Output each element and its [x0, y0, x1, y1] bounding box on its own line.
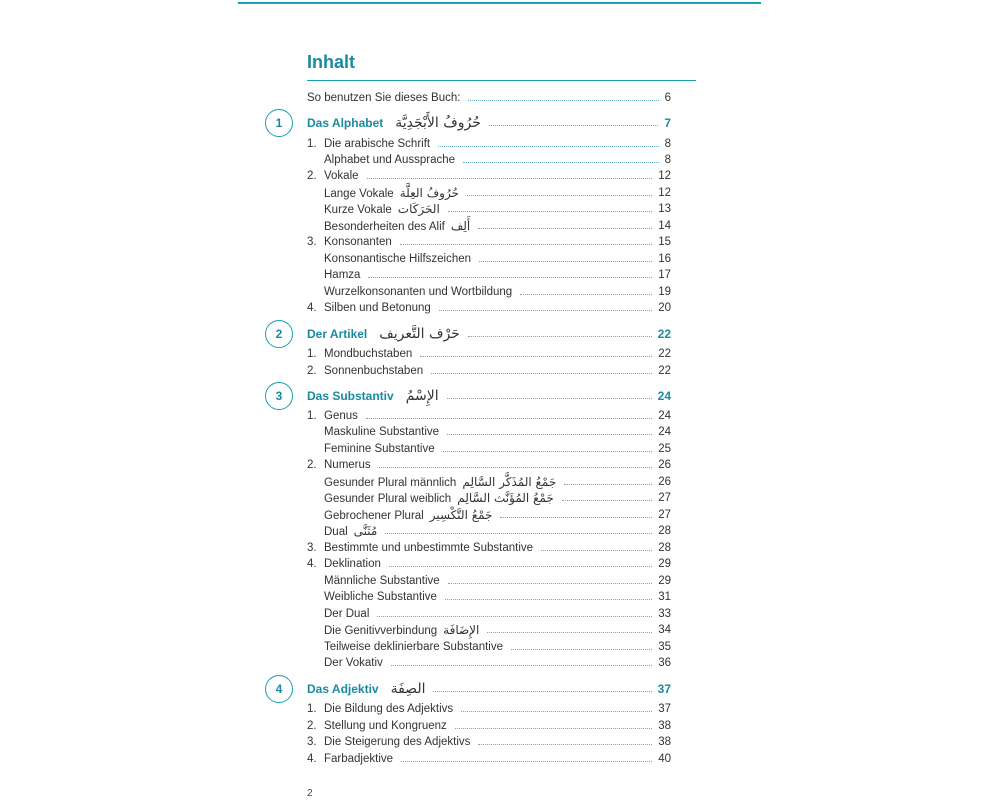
toc-entry-number: 4.: [307, 753, 317, 765]
dot-leader: [448, 211, 652, 212]
toc-entry-label: [324, 606, 373, 622]
toc-subentry: [0, 474, 1000, 490]
toc-entry-number: 4.: [307, 558, 317, 570]
toc-page-number: 38: [658, 736, 671, 748]
toc-entry-text: Konsonantische Hilfszeichen: [324, 253, 472, 265]
dot-leader: [401, 761, 652, 762]
dot-leader: [368, 277, 652, 278]
dot-leader: [564, 484, 652, 485]
toc-subentry: [0, 523, 1000, 539]
dot-leader: [461, 711, 652, 712]
toc-page-number: 27: [658, 492, 671, 504]
toc-entry-label: [324, 424, 443, 440]
toc-page-number: 24: [658, 410, 671, 422]
toc-entry-arabic: الإِسْمُ: [405, 388, 439, 404]
toc-subentry: [0, 152, 1000, 168]
toc-page-number: 35: [658, 641, 671, 653]
toc-subentry: [0, 218, 1000, 234]
toc-entry-number: 3.: [307, 542, 317, 554]
dot-leader: [439, 310, 652, 311]
toc-entry-text: Farbadjektive: [324, 753, 394, 765]
toc-subentry: [0, 622, 1000, 638]
toc-entry-arabic: جَمْعُ المُذَكَّر السَّالِم: [462, 475, 557, 489]
toc-entry: [0, 718, 1000, 734]
dot-leader: [379, 467, 652, 468]
toc-entry-number: 4.: [307, 302, 317, 314]
toc-page-number: 29: [658, 575, 671, 587]
toc-entry-label: [324, 251, 475, 267]
toc-entry: [0, 346, 1000, 362]
toc-subentry: [0, 606, 1000, 622]
toc-entry-arabic: الإِضَافَة: [443, 623, 480, 637]
toc-entry-arabic: حُرُوفُ الأَبْجَدِيَّة: [395, 115, 481, 131]
toc-page-number: 7: [664, 116, 671, 130]
toc-page-number: 38: [658, 720, 671, 732]
chapter-number-badge: 3: [265, 382, 293, 410]
toc-page-number: 24: [658, 426, 671, 438]
dot-leader: [479, 261, 652, 262]
toc-entry-text: Feminine Substantive: [324, 443, 435, 455]
toc-subentry: [0, 573, 1000, 589]
toc-entry-text: Besonderheiten des Alif: [324, 221, 445, 233]
dot-leader: [443, 451, 652, 452]
toc-entry-text: Männliche Substantive: [324, 575, 440, 587]
toc-entry-label: [324, 136, 434, 152]
toc-entry-label: [324, 622, 483, 639]
dot-leader: [463, 162, 659, 163]
toc-entry-label: [307, 681, 429, 697]
dot-leader: [468, 100, 659, 101]
dot-leader: [391, 665, 652, 666]
toc-entry-label: [324, 573, 444, 589]
toc-page-number: 28: [658, 542, 671, 554]
toc-entry-label: [324, 185, 463, 202]
dot-leader: [366, 418, 652, 419]
toc-entry-text: Lange Vokale: [324, 188, 394, 200]
toc-entry-label: [324, 408, 362, 424]
toc-entry-text: Kurze Vokale: [324, 204, 392, 216]
dot-leader: [455, 728, 652, 729]
toc-page-number: 12: [658, 187, 671, 199]
toc-entry-number: 1.: [307, 348, 317, 360]
toc-entry-label: [324, 267, 364, 283]
toc-entry-text: Das Adjektiv: [307, 682, 379, 696]
toc-page-number: 31: [658, 591, 671, 603]
toc-entry-text: Silben und Betonung: [324, 302, 431, 314]
toc-page-number: 17: [658, 269, 671, 281]
toc-chapter: [0, 326, 1000, 342]
toc-entry-text: So benutzen Sie dieses Buch:: [307, 92, 461, 104]
toc-entry-arabic: جَمْعُ المُؤَنَّث السَّالِم: [457, 491, 554, 505]
toc-subentry: [0, 589, 1000, 605]
toc-entry-label: [324, 363, 427, 379]
toc-entry-text: Gebrochener Plural: [324, 510, 424, 522]
toc-entry-label: [307, 388, 443, 404]
toc-entry-label: [324, 300, 435, 316]
toc-entry-arabic: جَمْعُ التَّكْسِير: [429, 508, 493, 522]
toc-entry-label: [324, 589, 441, 605]
dot-leader: [467, 195, 652, 196]
toc-entry-label: [324, 201, 444, 218]
toc-entry-text: Gesunder Plural männlich: [324, 477, 457, 489]
dot-leader: [400, 244, 652, 245]
toc-page-number: 24: [657, 389, 671, 403]
toc-entry-text: Konsonanten: [324, 236, 392, 248]
toc-entry-label: [307, 115, 485, 131]
toc-entry-label: [324, 474, 560, 491]
toc-entry-number: 3.: [307, 236, 317, 248]
toc-entry-label: [307, 90, 464, 106]
toc-entry-text: Wurzelkonsonanten und Wortbildung: [324, 286, 513, 298]
toc-page-number: 40: [658, 753, 671, 765]
toc-page-number: 27: [658, 509, 671, 521]
toc-chapter: [0, 115, 1000, 131]
toc-entry-label: [324, 701, 457, 717]
toc-page-number: 29: [658, 558, 671, 570]
dot-leader: [478, 228, 652, 229]
dot-leader: [478, 744, 652, 745]
toc-entry-text: Deklination: [324, 558, 381, 570]
toc-subentry: [0, 639, 1000, 655]
toc-subentry: [0, 655, 1000, 671]
toc-page-number: 13: [658, 203, 671, 215]
toc-subentry: [0, 424, 1000, 440]
chapter-number-badge: 4: [265, 675, 293, 703]
toc-entry-label: [324, 523, 381, 540]
dot-leader: [445, 599, 652, 600]
toc-page-number: 26: [658, 459, 671, 471]
toc-subentry: [0, 267, 1000, 283]
toc-entry-label: [324, 218, 474, 235]
toc-entry-number: 2.: [307, 459, 317, 471]
toc-entry-arabic: مُثَنَّى: [353, 524, 378, 538]
toc-entry-number: 1.: [307, 138, 317, 150]
toc-page-number: 20: [658, 302, 671, 314]
toc-entry-label: [324, 234, 396, 250]
toc-chapter: [0, 681, 1000, 697]
toc-entry-text: Maskuline Substantive: [324, 426, 440, 438]
toc-entry: [0, 751, 1000, 767]
dot-leader: [489, 125, 658, 126]
toc-entry-label: [324, 655, 387, 671]
toc-page-number: 22: [657, 327, 671, 341]
toc-page-number: 8: [664, 138, 671, 150]
toc-page-number: 22: [658, 348, 671, 360]
toc-entry-text: Dual: [324, 526, 348, 538]
toc-subentry: [0, 251, 1000, 267]
toc-entry-label: [324, 751, 397, 767]
toc-entry-text: Der Artikel: [307, 327, 368, 341]
dot-leader: [448, 583, 652, 584]
toc-entry-text: Die arabische Schrift: [324, 138, 431, 150]
toc-entry-label: [324, 457, 375, 473]
toc-entry-arabic: الحَرَكَات: [397, 202, 440, 216]
dot-leader: [511, 649, 652, 650]
dot-leader: [447, 434, 652, 435]
dot-leader: [377, 616, 652, 617]
toc-entry-number: 3.: [307, 736, 317, 748]
toc-entry-number: 1.: [307, 703, 317, 715]
toc-entry-text: Der Dual: [324, 608, 370, 620]
toc-page-number: 16: [658, 253, 671, 265]
toc-entry-label: [324, 490, 558, 507]
dot-leader: [500, 517, 652, 518]
toc-entry-label: [324, 507, 496, 524]
toc-subentry: [0, 201, 1000, 217]
dot-leader: [385, 533, 652, 534]
dot-leader: [389, 566, 652, 567]
toc-page-number: 26: [658, 476, 671, 488]
toc-entry: [0, 90, 1000, 106]
toc-entry-arabic: حَرْف التَّعريف: [379, 326, 460, 342]
page-title: Inhalt: [307, 52, 355, 72]
toc-page-number: 22: [658, 365, 671, 377]
toc-page-number: 15: [658, 236, 671, 248]
toc-page-number: 6: [664, 92, 671, 104]
toc-entry: [0, 457, 1000, 473]
dot-leader: [468, 336, 652, 337]
dot-leader: [447, 398, 652, 399]
toc-entry-label: [324, 556, 385, 572]
toc-entry-text: Das Substantiv: [307, 389, 394, 403]
dot-leader: [420, 356, 652, 357]
toc-entry-text: Bestimmte und unbestimmte Substantive: [324, 542, 534, 554]
toc-entry-text: Teilweise deklinierbare Substantive: [324, 641, 503, 653]
toc-entry-text: Weibliche Substantive: [324, 591, 437, 603]
toc-entry-arabic: حُرُوفُ العِلَّة: [399, 186, 459, 200]
toc-entry-text: Vokale: [324, 170, 359, 182]
toc-entry-text: Die Bildung des Adjektivs: [324, 703, 454, 715]
toc-entry-number: 2.: [307, 365, 317, 377]
toc-entry-label: [307, 326, 464, 342]
toc-entry: [0, 701, 1000, 717]
toc-page-number: 36: [658, 657, 671, 669]
dot-leader: [431, 373, 652, 374]
toc-entry-label: [324, 346, 416, 362]
toc-entry-text: Genus: [324, 410, 358, 422]
toc-subentry: [0, 441, 1000, 457]
toc-entry: [0, 136, 1000, 152]
toc-page-number: 8: [664, 154, 671, 166]
toc-subentry: [0, 185, 1000, 201]
toc-entry-text: Die Genitivverbindung: [324, 625, 438, 637]
toc-page-number: 12: [658, 170, 671, 182]
toc-entry: [0, 300, 1000, 316]
toc-entry-text: Gesunder Plural weiblich: [324, 493, 452, 505]
toc-page-number: 33: [658, 608, 671, 620]
toc-page-number: 34: [658, 624, 671, 636]
dot-leader: [541, 550, 652, 551]
toc-entry-text: Numerus: [324, 459, 371, 471]
toc-entry: [0, 234, 1000, 250]
toc-chapter: [0, 388, 1000, 404]
toc-entry-text: Die Steigerung des Adjektivs: [324, 736, 471, 748]
toc-entry-label: [324, 734, 474, 750]
toc-entry: [0, 363, 1000, 379]
dot-leader: [520, 294, 652, 295]
toc-page-number: 37: [657, 682, 671, 696]
toc-page-number: 28: [658, 525, 671, 537]
page-number: 2: [307, 788, 313, 799]
toc-subentry: [0, 490, 1000, 506]
toc-page-number: 19: [658, 286, 671, 298]
toc-entry-text: Stellung und Kongruenz: [324, 720, 447, 732]
toc-entry-text: Sonnenbuchstaben: [324, 365, 424, 377]
toc-page-number: 25: [658, 443, 671, 455]
toc-subentry: [0, 507, 1000, 523]
toc-entry-text: Hamza: [324, 269, 361, 281]
toc-page-number: 14: [658, 220, 671, 232]
dot-leader: [433, 691, 652, 692]
toc-entry-label: [324, 540, 537, 556]
toc-entry-number: 2.: [307, 720, 317, 732]
chapter-number-badge: 1: [265, 109, 293, 137]
toc-entry: [0, 734, 1000, 750]
chapter-number-badge: 2: [265, 320, 293, 348]
toc-entry: [0, 540, 1000, 556]
toc-entry: [0, 556, 1000, 572]
toc-entry: [0, 408, 1000, 424]
toc-entry-text: Der Vokativ: [324, 657, 383, 669]
toc-entry-label: [324, 152, 459, 168]
toc-entry-label: [324, 441, 439, 457]
toc-entry-label: [324, 168, 363, 184]
dot-leader: [562, 500, 652, 501]
toc-entry-text: Mondbuchstaben: [324, 348, 413, 360]
toc-entry-number: 1.: [307, 410, 317, 422]
toc-entry-label: [324, 284, 516, 300]
toc-entry-arabic: الصِفَة: [390, 681, 426, 697]
toc-entry-text: Das Alphabet: [307, 116, 384, 130]
toc-entry-label: [324, 718, 451, 734]
toc-entry: [0, 168, 1000, 184]
dot-leader: [367, 178, 652, 179]
toc-subentry: [0, 284, 1000, 300]
toc-entry-number: 2.: [307, 170, 317, 182]
dot-leader: [487, 632, 652, 633]
dot-leader: [438, 146, 659, 147]
toc-entry-label: [324, 639, 507, 655]
toc-entry-text: Alphabet und Aussprache: [324, 154, 456, 166]
toc-page-number: 37: [658, 703, 671, 715]
toc-entry-arabic: أَلِف: [450, 219, 471, 233]
